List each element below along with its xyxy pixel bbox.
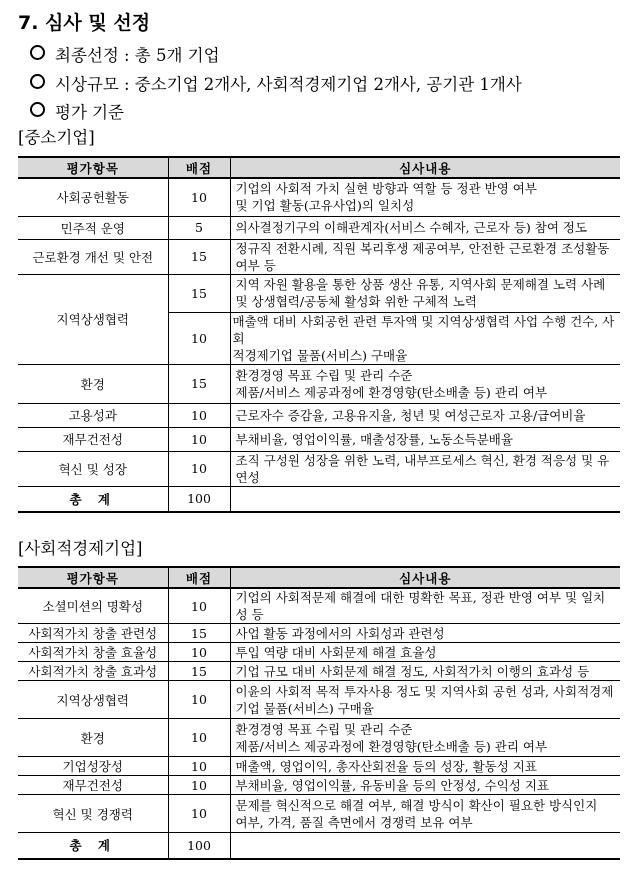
table-row [18,451,620,486]
cell-content [230,681,620,719]
content-line: 및 기업 활동(고유사업)의 일치성 [235,198,415,214]
table-row [18,239,620,274]
cell-item: 사회적가치 창출 효율성 [18,643,168,662]
table-row [18,427,620,451]
content-line: 환경경영 목표 수립 및 관리 수준 [235,721,413,737]
content-line: 제품/서비스 제공과정에 환경영향(탄소배출 등) 관리 여부 [235,738,548,754]
cell-score: 10 [168,312,230,364]
cell-score: 15 [168,274,230,312]
cell-content [230,178,620,216]
cell-score: 15 [168,239,230,274]
content-line: 적경제기업 물품(서비스) 구매율 [232,347,408,363]
content-line: 매출액 대비 사회공헌 관련 투자액 및 지역상생협력 사업 수행 건수, 사회 [232,313,615,346]
table-row [18,662,620,681]
cell-score: 15 [168,662,230,681]
header-content: 심사내용 [230,567,620,588]
content-line: 이윤의 사회적 목적 투자사용 정도 및 지역사회 공헌 성과, 사회적경제 [235,683,614,699]
cell-score: 10 [168,403,230,427]
cell-item: 사회공헌활동 [18,178,168,216]
cell-item: 환경 [18,719,168,757]
total-label: 총 계 [18,833,168,859]
cell-item: 혁신 및 성장 [18,451,168,486]
cell-score: 5 [168,216,230,239]
total-label: 총 계 [18,486,168,512]
sme-section-title: [중소기업] [18,128,95,147]
cell-content [230,451,620,486]
content-line: 투입 역량 대비 사회문제 해결 효율성 [235,644,437,660]
cell-item: 고용성과 [18,403,168,427]
content-line: 여부, 가격, 품질 측면에서 경쟁력 보유 여부 [235,814,473,830]
cell-score: 10 [168,451,230,486]
social-section-title: [사회적경제기업] [18,539,143,558]
table-row [18,624,620,643]
cell-item: 혁신 및 경쟁력 [18,795,168,833]
content-line: 기업 규모 대비 사회문제 해결 정도, 사회적가치 이행의 효과성 등 [235,663,590,679]
cell-score: 10 [168,795,230,833]
cell-content [230,239,620,274]
cell-item: 기업성장성 [18,757,168,776]
table-header-row [18,157,620,178]
cell-content [230,364,620,403]
content-line: 기업의 사회적문제 해결에 대한 명확한 목표, 정관 반영 여부 및 일치성 등 [235,590,606,622]
table-row [18,643,620,662]
cell-score: 15 [168,624,230,643]
bullet-award-scale [30,71,522,95]
cell-score: 10 [168,757,230,776]
circle-bullet-icon [30,102,45,117]
content-line: 문제를 혁신적으로 해결 여부, 해결 방식이 확산이 필요한 방식인지 [235,797,598,813]
header-content: 심사내용 [230,157,620,178]
content-line: 및 상생협력/공동체 활성화 위한 구체적 노력 [235,294,477,309]
bullet-criteria [30,99,124,123]
table-row [18,274,620,312]
cell-item: 사회적가치 창출 효과성 [18,662,168,681]
section-heading: 7. 심사 및 선정 [18,12,151,34]
circle-bullet-icon [30,74,45,89]
header-score: 배점 [168,567,230,588]
total-empty-cell [230,486,620,512]
table-row [18,681,620,719]
cell-content [230,588,620,624]
cell-content [230,795,620,833]
table-row [18,776,620,795]
cell-content [230,776,620,795]
cell-item: 환경 [18,364,168,403]
header-score: 배점 [168,157,230,178]
cell-score: 15 [168,364,230,403]
cell-content [230,719,620,757]
cell-score: 10 [168,681,230,719]
content-line: 조직 구성원 성장을 위한 노력, 내부프로세스 혁신, 환경 적응성 및 유연성 [235,452,610,485]
total-score: 100 [168,833,230,859]
table-row [18,403,620,427]
cell-item: 재무건전성 [18,776,168,795]
table-row [18,795,620,833]
table-header-row [18,567,620,588]
content-line: 부채비율, 영업이익률, 매출성장률, 노동소득분배율 [235,431,513,447]
content-line: 환경경영 목표 수립 및 관리 수준 [235,367,413,383]
content-line: 정규직 전환시례, 직원 복리후생 제공여부, 안전한 근로환경 조성활동 여부 등 [235,240,610,273]
cell-item: 지역상생협력 [18,274,168,364]
bullet-text: 최종선정 : 총 5개 기업 [55,46,220,65]
social-criteria-table [18,566,620,860]
cell-content [230,216,620,239]
cell-content [230,427,620,451]
total-empty-cell [230,833,620,859]
content-line: 지역 자원 활용을 통한 상품 생산 유통, 지역사회 문제해결 노력 사례 [235,277,606,292]
table-row [18,588,620,624]
content-line: 사업 활동 과정에서의 사회성과 관련성 [235,625,445,641]
cell-content [230,312,620,364]
table-row [18,719,620,757]
table-row [18,178,620,216]
content-line: 기업 물품(서비스) 구매율 [235,700,374,716]
bullet-text: 시상규모 : 중소기업 2개사, 사회적경제기업 2개사, 공기관 1개사 [55,75,522,94]
total-score: 100 [168,486,230,512]
cell-content [230,624,620,643]
content-line: 근로자수 증감율, 고용유지율, 청년 및 여성근로자 고용/급여비율 [235,407,586,423]
cell-score: 10 [168,719,230,757]
total-row [18,833,620,859]
content-line: 매출액, 영업이익, 총자산회전율 등의 성장, 활동성 지표 [235,758,537,774]
table-row [18,216,620,239]
cell-item: 재무건전성 [18,427,168,451]
sme-criteria-table [18,156,620,513]
cell-content [230,403,620,427]
cell-score: 10 [168,643,230,662]
table-row [18,757,620,776]
cell-score: 10 [168,588,230,624]
cell-item: 지역상생협력 [18,681,168,719]
cell-content [230,643,620,662]
bullet-final-selection [30,42,220,66]
table-row [18,364,620,403]
content-line: 기업의 사회적 가치 실현 방향과 역할 등 정관 반영 여부 [235,181,537,197]
content-line: 부채비율, 영업이익률, 유동비율 등의 안정성, 수익성 지표 [235,777,549,793]
cell-content [230,757,620,776]
content-line: 의사결정기구의 이해관계자(서비스 수혜자, 근로자 등) 참여 정도 [235,220,588,235]
header-item: 평가항목 [18,157,168,178]
cell-score: 10 [168,427,230,451]
cell-item: 사회적가치 창출 관련성 [18,624,168,643]
cell-score: 10 [168,178,230,216]
bullet-text: 평가 기준 [55,103,125,122]
circle-bullet-icon [30,45,45,60]
cell-score: 10 [168,776,230,795]
cell-item: 근로환경 개선 및 안전 [18,239,168,274]
cell-content [230,274,620,312]
total-row [18,486,620,512]
cell-content [230,662,620,681]
cell-item: 민주적 운영 [18,216,168,239]
cell-item: 소셜미션의 명확성 [18,588,168,624]
content-line: 제품/서비스 제공과정에 환경영향(탄소배출 등) 관리 여부 [235,384,548,400]
header-item: 평가항목 [18,567,168,588]
